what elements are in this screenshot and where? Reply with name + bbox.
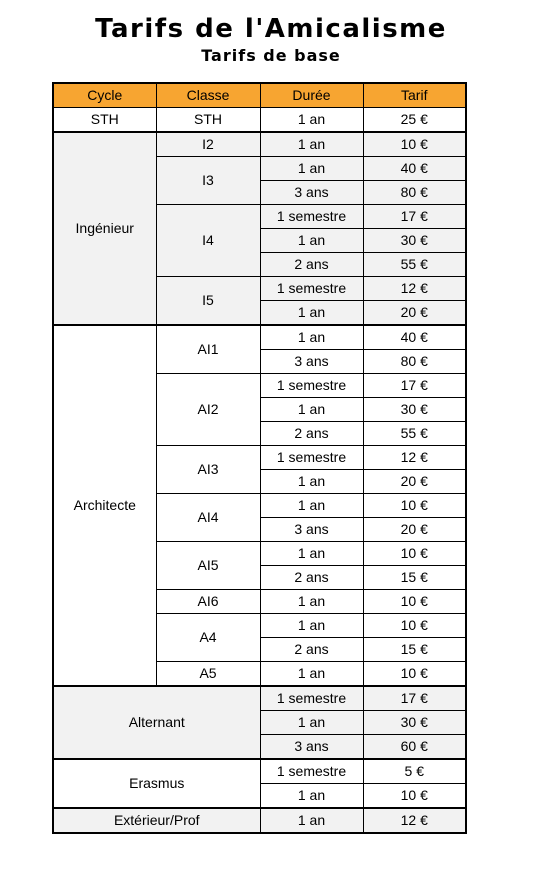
cycle-cell: Architecte xyxy=(53,325,156,686)
classe-cell: AI1 xyxy=(156,325,260,374)
duree-cell: 1 an xyxy=(260,398,363,422)
header-tarif: Tarif xyxy=(363,83,466,108)
tarif-cell: 10 € xyxy=(363,494,466,518)
classe-cell: A4 xyxy=(156,614,260,662)
tarif-cell: 30 € xyxy=(363,398,466,422)
cycle-cell: Erasmus xyxy=(53,759,260,808)
tarif-cell: 60 € xyxy=(363,735,466,760)
tarif-cell: 12 € xyxy=(363,277,466,301)
classe-cell: I2 xyxy=(156,132,260,157)
duree-cell: 1 an xyxy=(260,662,363,687)
duree-cell: 3 ans xyxy=(260,350,363,374)
duree-cell: 1 semestre xyxy=(260,277,363,301)
tarif-cell: 10 € xyxy=(363,784,466,809)
table-row xyxy=(53,132,466,157)
page-subtitle: Tarifs de base xyxy=(201,46,341,65)
tarif-cell: 10 € xyxy=(363,542,466,566)
duree-cell: 2 ans xyxy=(260,422,363,446)
tarif-cell: 20 € xyxy=(363,470,466,494)
tarif-cell: 17 € xyxy=(363,205,466,229)
tarif-cell: 15 € xyxy=(363,638,466,662)
duree-cell: 1 semestre xyxy=(260,446,363,470)
tarif-cell: 12 € xyxy=(363,446,466,470)
duree-cell: 1 an xyxy=(260,301,363,326)
cycle-cell: Ingénieur xyxy=(53,132,156,325)
classe-cell: I4 xyxy=(156,205,260,277)
table-row xyxy=(53,108,466,133)
tarif-cell: 30 € xyxy=(363,711,466,735)
duree-cell: 1 an xyxy=(260,542,363,566)
duree-cell: 2 ans xyxy=(260,638,363,662)
duree-cell: 1 an xyxy=(260,108,363,133)
duree-cell: 2 ans xyxy=(260,253,363,277)
duree-cell: 1 an xyxy=(260,325,363,350)
duree-cell: 1 an xyxy=(260,132,363,157)
tarif-cell: 17 € xyxy=(363,374,466,398)
duree-cell: 3 ans xyxy=(260,518,363,542)
classe-cell: STH xyxy=(156,108,260,133)
duree-cell: 1 an xyxy=(260,711,363,735)
duree-cell: 1 an xyxy=(260,614,363,638)
tarif-cell: 30 € xyxy=(363,229,466,253)
duree-cell: 1 semestre xyxy=(260,374,363,398)
duree-cell: 1 semestre xyxy=(260,759,363,784)
duree-cell: 1 semestre xyxy=(260,686,363,711)
tarif-cell: 10 € xyxy=(363,590,466,614)
classe-cell: I5 xyxy=(156,277,260,326)
table-row xyxy=(53,759,466,784)
tarif-cell: 40 € xyxy=(363,157,466,181)
cycle-cell: STH xyxy=(53,108,156,133)
header-duree: Durée xyxy=(260,83,363,108)
table-row xyxy=(53,808,466,833)
duree-cell: 1 an xyxy=(260,784,363,809)
header-classe: Classe xyxy=(156,83,260,108)
tarif-cell: 80 € xyxy=(363,350,466,374)
table-header-row xyxy=(53,83,466,108)
header-cycle: Cycle xyxy=(53,83,156,108)
tarif-cell: 17 € xyxy=(363,686,466,711)
classe-cell: AI6 xyxy=(156,590,260,614)
tarif-cell: 55 € xyxy=(363,422,466,446)
tarif-cell: 12 € xyxy=(363,808,466,833)
tarif-cell: 25 € xyxy=(363,108,466,133)
tarif-cell: 20 € xyxy=(363,301,466,326)
tarif-cell: 10 € xyxy=(363,614,466,638)
classe-cell: AI2 xyxy=(156,374,260,446)
tarif-cell: 80 € xyxy=(363,181,466,205)
duree-cell: 3 ans xyxy=(260,181,363,205)
tarifs-table xyxy=(52,82,467,834)
tarif-cell: 5 € xyxy=(363,759,466,784)
duree-cell: 3 ans xyxy=(260,735,363,760)
classe-cell: AI5 xyxy=(156,542,260,590)
duree-cell: 1 an xyxy=(260,470,363,494)
cycle-cell: Extérieur/Prof xyxy=(53,808,260,833)
page-title: Tarifs de l'Amicalisme xyxy=(95,14,447,44)
table-row xyxy=(53,325,466,350)
duree-cell: 1 an xyxy=(260,590,363,614)
tarif-cell: 40 € xyxy=(363,325,466,350)
classe-cell: I3 xyxy=(156,157,260,205)
duree-cell: 2 ans xyxy=(260,566,363,590)
tarif-cell: 10 € xyxy=(363,662,466,687)
cycle-cell: Alternant xyxy=(53,686,260,759)
table-row xyxy=(53,686,466,711)
duree-cell: 1 an xyxy=(260,808,363,833)
tarif-cell: 15 € xyxy=(363,566,466,590)
tarif-cell: 55 € xyxy=(363,253,466,277)
duree-cell: 1 semestre xyxy=(260,205,363,229)
duree-cell: 1 an xyxy=(260,229,363,253)
classe-cell: AI4 xyxy=(156,494,260,542)
tarif-cell: 10 € xyxy=(363,132,466,157)
classe-cell: AI3 xyxy=(156,446,260,494)
duree-cell: 1 an xyxy=(260,157,363,181)
duree-cell: 1 an xyxy=(260,494,363,518)
classe-cell: A5 xyxy=(156,662,260,687)
tarif-cell: 20 € xyxy=(363,518,466,542)
